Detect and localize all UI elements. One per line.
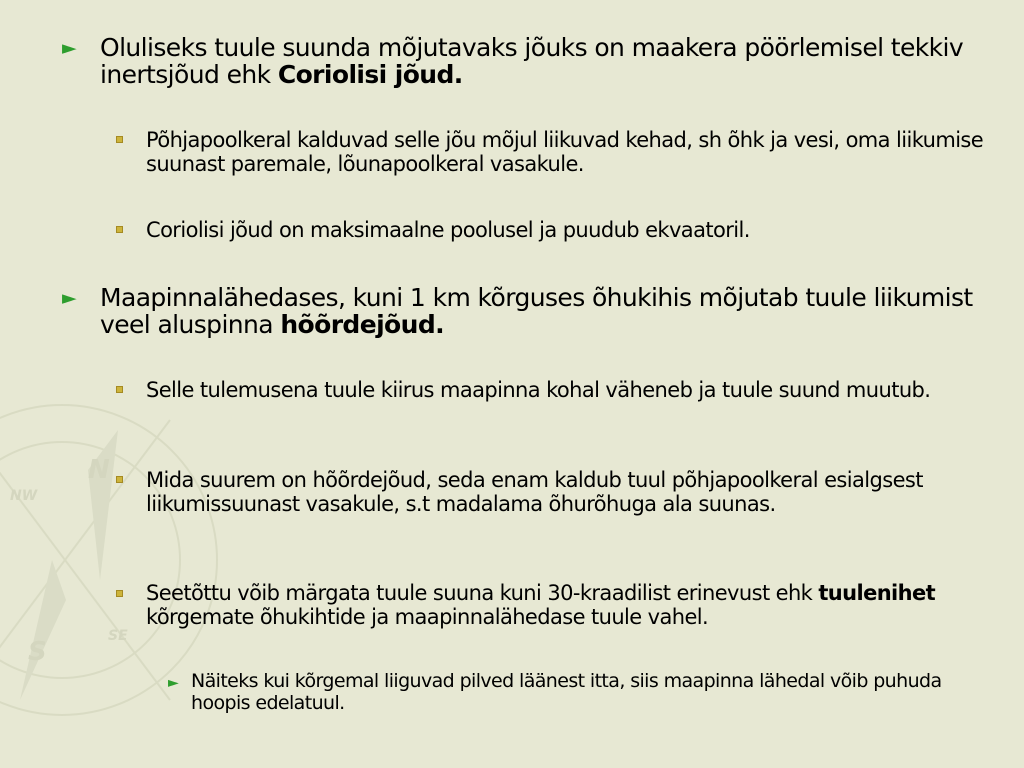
compass-letter-se: SE: [108, 628, 128, 644]
bullet-level2-max-at-pole: [146, 218, 986, 242]
square-bullet-icon: [116, 590, 123, 597]
bullet-bold-term: tuulenihet: [818, 581, 936, 605]
bullet-bold-term: hõõrdejõud.: [280, 310, 445, 339]
compass-letter-n: N: [88, 455, 110, 485]
bullet-text: Oluliseks tuule suunda mõjutavaks jõuks on maakera pöörlemisel tekkiv inertsjõud ehk: [100, 33, 964, 89]
bullet-level2-friction-deflection: [146, 468, 986, 516]
bullet-text-after: kõrgemate õhukihtide ja maapinnalähedase tuule vahel.: [146, 605, 709, 629]
bullet-text: Põhjapoolkeral kalduvad selle jõu mõjul liikuvad kehad, sh õhk ja vesi, oma liikumise suunast paremale, lõunapoolkeral vasakule.: [146, 128, 984, 176]
square-bullet-icon: [116, 136, 123, 143]
square-bullet-icon: [116, 226, 123, 233]
bullet-level1-coriolis: [100, 34, 980, 88]
square-bullet-icon: [116, 476, 123, 483]
bullet-arrow-icon: ►: [62, 37, 77, 59]
bullet-level2-deflection: [146, 128, 986, 176]
bullet-text: Maapinnalähedases, kuni 1 km kõrguses õhukihis mõjutab tuule liikumist veel aluspinna: [100, 283, 973, 339]
bullet-text: Näiteks kui kõrgemal liiguvad pilved läänest itta, siis maapinna lähedal võib puhuda hoopis edelatuul.: [191, 670, 942, 714]
compass-letter-nw: NW: [10, 488, 38, 504]
bullet-level2-speed-decrease: [146, 378, 986, 402]
bullet-level2-wind-shear: [146, 581, 986, 629]
bullet-level3-example: [191, 670, 991, 714]
bullet-text: Mida suurem on hõõrdejõud, seda enam kaldub tuul põhjapoolkeral esialgsest liikumissuunast vasakule, s.t madalama õhurõhuga ala suunas.: [146, 468, 923, 516]
bullet-text: Coriolisi jõud on maksimaalne poolusel ja puudub ekvaatoril.: [146, 218, 750, 242]
square-bullet-icon: [116, 386, 123, 393]
bullet-text: Seetõttu võib märgata tuule suuna kuni 30-kraadilist erinevust ehk: [146, 581, 819, 605]
bullet-arrow-icon: ►: [168, 675, 179, 691]
compass-letter-s: S: [28, 637, 47, 667]
bullet-bold-term: Coriolisi jõud.: [277, 60, 463, 89]
bullet-level1-friction: [100, 284, 980, 338]
bullet-text: Selle tulemusena tuule kiirus maapinna kohal väheneb ja tuule suund muutub.: [146, 378, 931, 402]
bullet-arrow-icon: ►: [62, 287, 77, 309]
